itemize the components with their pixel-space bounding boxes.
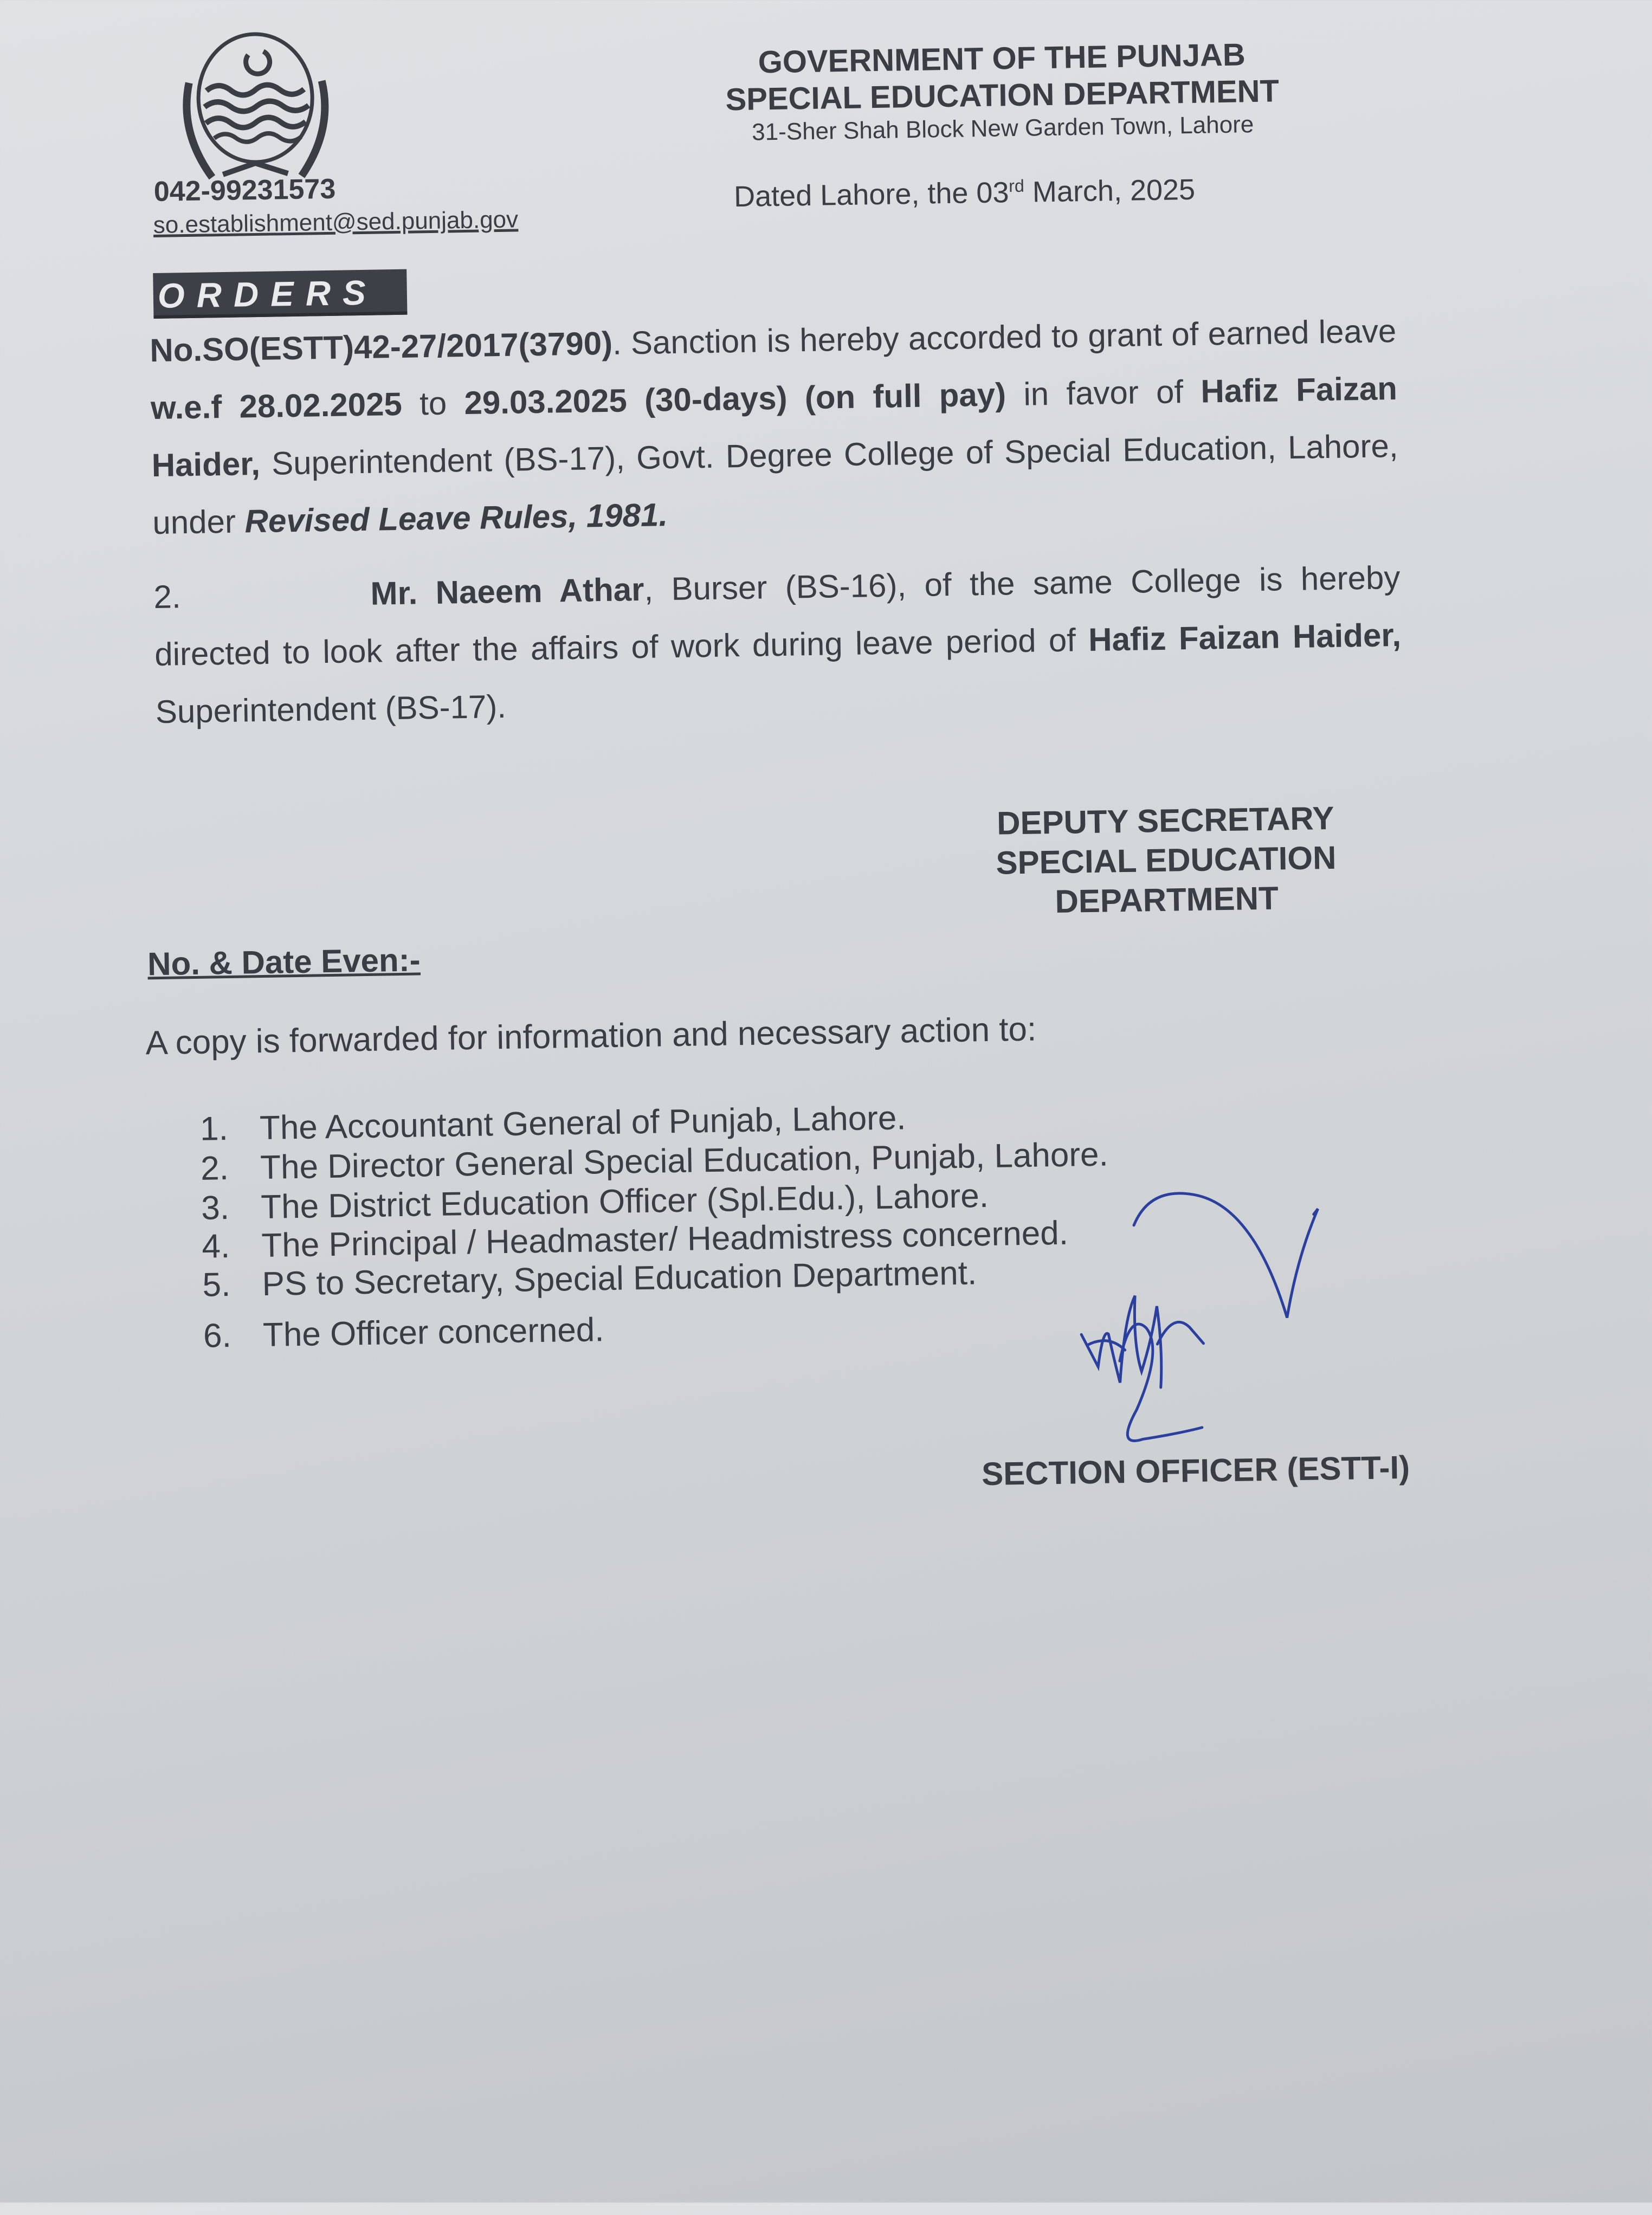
item-number: 2. (200, 1150, 229, 1187)
date-month-year: March, 2025 (1024, 173, 1196, 209)
text: . Sanction is hereby accorded to grant of earned leave (612, 312, 1397, 361)
text: , Burser (BS-16), of the same College is hereby directed to look after the affairs of work during leave period of (154, 559, 1401, 673)
text: in favor of (1005, 373, 1201, 413)
order-paragraph-2 (153, 549, 1403, 741)
item-number: 4. (201, 1228, 230, 1265)
phone-number: 042-99231573 (153, 173, 336, 208)
section-officer-title: SECTION OFFICER (ESTT-I) (981, 1449, 1410, 1493)
item-number: 6. (203, 1316, 232, 1355)
signatory-title-line: SPECIAL EDUCATION (996, 839, 1337, 881)
officer-name: Mr. Naeem Athar (370, 571, 644, 612)
text: Superintendent (BS-17). (155, 688, 507, 731)
leave-rules: Revised Leave Rules, 1981. (244, 496, 668, 540)
handwritten-signature (1068, 1179, 1354, 1454)
date-text: Dated Lahore, the 03 (733, 176, 1009, 214)
item-text: The Director General Special Education, Punjab, Lahore. (260, 1135, 1109, 1187)
endorsement-intro: A copy is forwarded for information and necessary action to: (145, 1010, 1037, 1062)
item-text: The Principal / Headmaster/ Headmistress concerned. (261, 1214, 1069, 1265)
order-paragraph-1 (150, 302, 1399, 552)
letter-date (734, 173, 1196, 214)
order-reference: No.SO(ESTT)42-27/2017(3790) (149, 325, 613, 369)
endorsement-heading: No. & Date Even:- (147, 941, 421, 983)
item-text: The Accountant General of Punjab, Lahore. (259, 1099, 906, 1147)
list-item (203, 1310, 604, 1355)
item-text: PS to Secretary, Special Education Department. (261, 1254, 977, 1303)
employee-name: Hafiz Faizan Haider, (151, 370, 1398, 484)
letterhead-department: SPECIAL EDUCATION DEPARTMENT (725, 73, 1280, 118)
text: Superintendent (BS-17), Govt. Degree College of Special Education, Lahore, under (152, 427, 1399, 541)
letterhead-address: 31-Sher Shah Block New Garden Town, Lahore (751, 111, 1254, 146)
date-ordinal: rd (1008, 176, 1024, 196)
paragraph-number: 2. (153, 578, 182, 616)
email-link[interactable]: so.establishment@sed.punjab.gov (153, 206, 519, 238)
item-number: 3. (201, 1189, 230, 1227)
punjab-emblem-logo (161, 29, 351, 189)
text: to (402, 385, 465, 422)
leave-start: w.e.f 28.02.2025 (150, 385, 403, 427)
item-text: The District Education Officer (Spl.Edu.), Lahore. (260, 1177, 989, 1226)
orders-heading: ORDERS (153, 269, 407, 319)
item-number: 5. (202, 1265, 231, 1304)
signatory-title-line: DEPUTY SECRETARY (996, 799, 1334, 842)
item-number: 1. (199, 1110, 229, 1148)
item-text: The Officer concerned. (262, 1311, 604, 1354)
leave-end: 29.03.2025 (30-days) (on full pay) (463, 376, 1006, 422)
signatory-title-line: DEPARTMENT (1054, 880, 1279, 920)
letterhead-government: GOVERNMENT OF THE PUNJAB (758, 37, 1246, 80)
employee-name: Hafiz Faizan Haider, (1088, 616, 1402, 658)
